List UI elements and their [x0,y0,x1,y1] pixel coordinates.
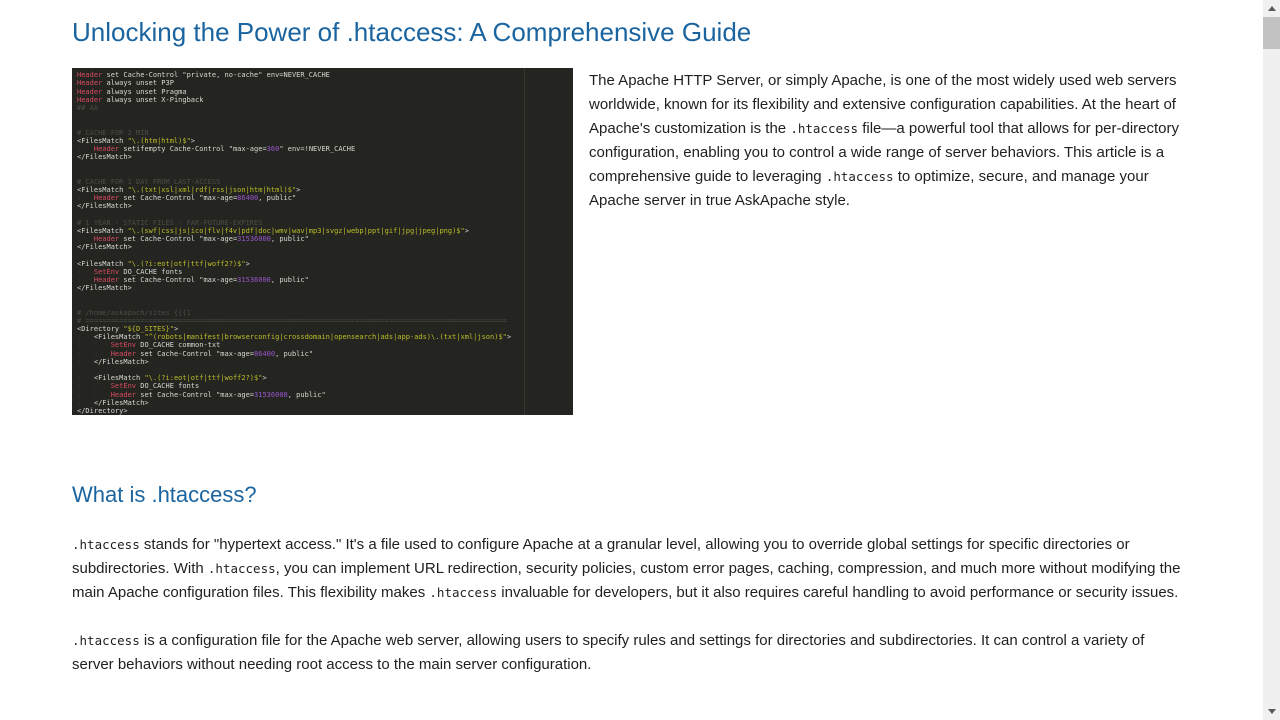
page-title: Unlocking the Power of .htaccess: A Comprehensive Guide [72,17,752,47]
intro-section [72,68,1190,415]
section-heading: What is .htaccess? [72,482,257,508]
editor-column-guide [524,68,525,415]
scrollbar-down-arrow-icon[interactable] [1263,703,1280,720]
paragraph-what-is-1: .htaccess stands for "hypertext access." It's a file used to configure Apache at a granular level, allowing you to override global settings for specific directories or subdirectories. With .htaccess, you can implement URL redirection, security policies, custom error pages, caching, compression, and much more without modifying the main Apache configuration files. This flexibility makes .htaccess invaluable for developers, but it also requires careful handling to avoid performance or security issues. [72,535,1181,601]
scrollbar-up-arrow-icon[interactable] [1263,0,1280,17]
code-block: Header set Cache-Control "private, no-cache" env=NEVER_CACHE Header always unset P3P Header always unset Pragma Header always unset X-Pingback ## AA # CACHE FOR 2 MIN <FilesMatch "\.(htm|html)$"> : Header setifempty Cache-Control "max-age=360" env=!NEVER_CACHE </FilesMatch> # CACHE FOR 1 DAY FROM LAST-ACCESS <FilesMatch "\.(txt|xsl|xml|rdf|rss|json|htm|html)$"> : Header set Cache-Control "max-age=86400, public" </FilesMatch> # 1 YEAR - STATIC FILES - FAR-FUTURE-EXPIRES <FilesMatch "\.(swf|css|js|ico|flv|f4v|pdf|doc|wmv|wav|mp3|svgz|webp|ppt|gif|jpg|jpeg|png)$"> : Header set Cache-Control "max-age=31536000, public" </FilesMatch> <FilesMatch "\.(?i:eot|otf|ttf|woff2?)$"> : SetEnv DO_CACHE fonts : Header set Cache-Control "max-age=31536000, public" </FilesMatch> # /home/askapach/sites {{{1 # ==================================================================================================== <Directory "${D_SITES}"> : <FilesMatch "^(robots|manifest|browserconfig|crossdomain|opensearch|ads|app-ads)\.(txt|xml|json)$"> : : SetEnv DO_CACHE common-txt : : Header set Cache-Control "max-age=86400, public" : </FilesMatch> : <FilesMatch "\.(?i:eot|otf|ttf|woff2?)$"> : : SetEnv DO_CACHE fonts : : Header set Cache-Control "max-age=31536000, public" : </FilesMatch> </Directory> [77,71,512,415]
vertical-scrollbar[interactable] [1263,0,1280,720]
scrollbar-thumb[interactable] [1263,17,1280,49]
htaccess-code-screenshot [72,68,573,415]
paragraph-what-is-2: .htaccess is a configuration file for the Apache web server, allowing users to specify rules and settings for directories and subdirectories. It can control a variety of server behaviors without needing root access to the main server configuration. [72,631,1145,673]
intro-paragraph: The Apache HTTP Server, or simply Apache, is one of the most widely used web servers worldwide, known for its flexibility and extensive configuration capabilities. At the heart of Apache's customization is the .htaccess file—a powerful tool that allows for per-directory configuration, enabling you to control a wide range of server behaviors. This article is a comprehensive guide to leveraging .htaccess to optimize, secure, and manage your Apache server in true AskApache style. [589,72,1180,210]
